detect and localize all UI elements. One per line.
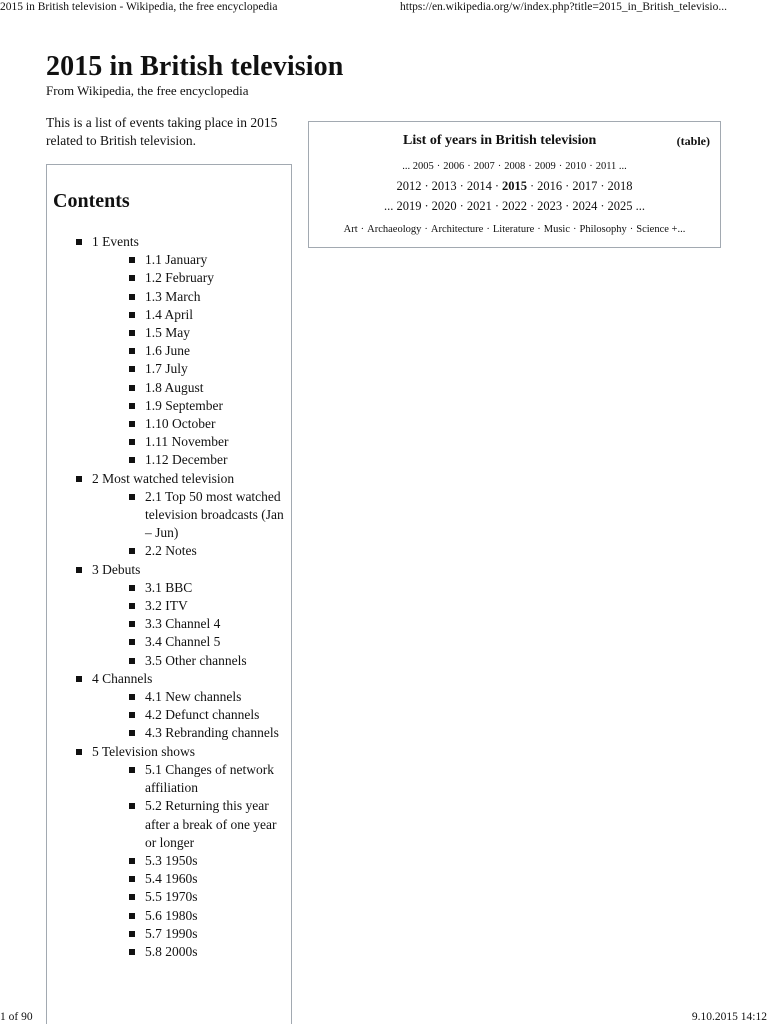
- toc-subitem: [129, 288, 291, 306]
- bullet-icon: [129, 585, 135, 591]
- bullet-icon: [129, 439, 135, 445]
- navbox-topic-link[interactable]: Art: [343, 224, 358, 235]
- navbox-topic-link[interactable]: Music: [543, 224, 570, 235]
- toc-subitem: [129, 761, 291, 797]
- toc-subitem: [129, 542, 291, 560]
- toc-link[interactable]: 2.2 Notes: [145, 543, 197, 559]
- toc-link[interactable]: 1.3 March: [145, 288, 201, 304]
- toc-subitem: [129, 652, 291, 670]
- print-header-url: https://en.wikipedia.org/w/index.php?title=2015_in_British_televisio...: [400, 1, 727, 13]
- toc-subitem: [129, 433, 291, 451]
- article-intro: This is a list of events taking place in 2015 related to British television.: [46, 115, 278, 148]
- toc-link[interactable]: 1.12 December: [145, 452, 228, 468]
- toc-item: [76, 233, 291, 470]
- separator-dot: ·: [494, 179, 499, 193]
- toc-link[interactable]: 3.5 Other channels: [145, 652, 247, 668]
- navbox-current-year: 2015: [502, 179, 527, 193]
- toc-link[interactable]: 3 Debuts: [92, 561, 141, 577]
- bullet-icon: [129, 730, 135, 736]
- toc-subitem: [129, 597, 291, 615]
- bullet-icon: [76, 749, 82, 755]
- toc-subitem: [129, 852, 291, 870]
- toc-link[interactable]: 5.3 1950s: [145, 852, 198, 868]
- separator-dot: ·: [486, 224, 490, 235]
- navbox-year-link[interactable]: 2022: [502, 199, 527, 213]
- separator-dot: ·: [424, 199, 429, 213]
- bullet-icon: [129, 767, 135, 773]
- separator-dot: ·: [537, 224, 541, 235]
- bullet-icon: [129, 275, 135, 281]
- toc-link[interactable]: 5.6 1980s: [145, 907, 198, 923]
- toc-subitem: [129, 870, 291, 888]
- separator-dot: ·: [459, 179, 464, 193]
- bullet-icon: [129, 931, 135, 937]
- toc-sublist: [129, 688, 291, 743]
- toc-sublist: [129, 251, 291, 469]
- table-of-contents: [46, 164, 292, 1024]
- bullet-icon: [129, 366, 135, 372]
- navbox-year-link[interactable]: 2012: [396, 179, 422, 193]
- toc-sublist: [129, 579, 291, 670]
- bullet-icon: [129, 803, 135, 809]
- toc-link[interactable]: 4 Channels: [92, 670, 153, 686]
- separator-dot: ·: [494, 199, 499, 213]
- toc-link[interactable]: 5.5 1970s: [145, 889, 198, 905]
- navbox-year-link[interactable]: 2024: [572, 199, 598, 213]
- toc-subitem: [129, 324, 291, 342]
- toc-subitem: [129, 797, 291, 852]
- toc-subitem: [129, 306, 291, 324]
- separator-dot: ·: [530, 179, 535, 193]
- separator-dot: ·: [424, 179, 429, 193]
- toc-sublist: [129, 761, 291, 961]
- navbox-topic-link[interactable]: Architecture: [430, 224, 484, 235]
- toc-link[interactable]: 5.4 1960s: [145, 871, 198, 887]
- navbox-topics-row: [309, 223, 720, 237]
- print-page-number: 1 of 90: [0, 1011, 33, 1023]
- toc-link[interactable]: 1.9 September: [145, 397, 223, 413]
- toc-item: [76, 470, 291, 561]
- toc-link[interactable]: 1.2 February: [145, 270, 214, 286]
- separator-dot: ·: [436, 161, 441, 172]
- navbox-year-link[interactable]: 2021: [466, 199, 492, 213]
- bullet-icon: [129, 603, 135, 609]
- navbox-years-row-1: [309, 160, 720, 174]
- toc-link[interactable]: 1.4 April: [145, 306, 194, 322]
- navbox-year-link[interactable]: 2006: [443, 161, 465, 172]
- separator-dot: ·: [600, 199, 605, 213]
- bullet-icon: [129, 330, 135, 336]
- separator-dot: ·: [565, 179, 570, 193]
- bullet-icon: [129, 621, 135, 627]
- separator-dot: ·: [558, 161, 563, 172]
- print-header: [0, 0, 768, 16]
- bullet-icon: [129, 348, 135, 354]
- toc-link[interactable]: 1.11 November: [145, 434, 229, 450]
- toc-subitem: [129, 360, 291, 378]
- bullet-icon: [129, 457, 135, 463]
- navbox-table-link[interactable]: (table): [676, 134, 710, 148]
- navbox-topic-link[interactable]: Science +...: [636, 224, 686, 235]
- toc-subitem: [129, 251, 291, 269]
- separator-dot: ·: [360, 224, 365, 235]
- navbox-year-link[interactable]: ... 2005: [402, 161, 434, 172]
- toc-subitem: [129, 706, 291, 724]
- navbox-year-link[interactable]: 2017: [572, 179, 598, 193]
- bullet-icon: [129, 949, 135, 955]
- print-footer: [0, 1010, 768, 1024]
- bullet-icon: [129, 294, 135, 300]
- bullet-icon: [129, 421, 135, 427]
- navbox-year-link[interactable]: 2013: [431, 179, 457, 193]
- bullet-icon: [76, 476, 82, 482]
- navbox-year-link[interactable]: 2014: [466, 179, 492, 193]
- bullet-icon: [76, 676, 82, 682]
- navbox-year-link[interactable]: 2023: [537, 199, 563, 213]
- toc-link[interactable]: 4.3 Rebranding channels: [145, 725, 279, 741]
- toc-item: [76, 561, 291, 670]
- navbox-year-link[interactable]: 2010: [565, 161, 587, 172]
- navbox-year-link[interactable]: 2008: [504, 161, 526, 172]
- toc-title: Contents: [53, 190, 130, 212]
- separator-dot: ·: [528, 161, 532, 172]
- separator-dot: ·: [600, 179, 605, 193]
- navbox-year-link[interactable]: 2016: [537, 179, 563, 193]
- toc-subitem: [129, 688, 291, 706]
- bullet-icon: [76, 239, 82, 245]
- navbox-year-link[interactable]: 2020: [431, 199, 457, 213]
- toc-subitem: [129, 269, 291, 287]
- toc-link[interactable]: 1.7 July: [145, 361, 188, 377]
- toc-item: [76, 670, 291, 743]
- toc-link[interactable]: 3.3 Channel 4: [145, 616, 221, 632]
- navbox-topic-link[interactable]: Archaeology: [367, 224, 422, 235]
- navbox-year-link[interactable]: 2007: [473, 161, 495, 172]
- navbox-year-link[interactable]: 2018: [607, 179, 633, 193]
- years-navbox: [308, 121, 721, 248]
- bullet-icon: [129, 548, 135, 554]
- toc-link[interactable]: 4.1 New channels: [145, 689, 242, 705]
- toc-subitem: [129, 943, 291, 961]
- bullet-icon: [129, 385, 135, 391]
- print-datetime: 9.10.2015 14:12: [691, 1011, 767, 1023]
- toc-link[interactable]: 1.8 August: [145, 379, 204, 395]
- page-title: 2015 in British television: [46, 51, 344, 82]
- toc-item: [76, 743, 291, 961]
- toc-link[interactable]: 1 Events: [92, 234, 139, 249]
- toc-subitem: [129, 488, 291, 543]
- toc-subitem: [129, 615, 291, 633]
- toc-subitem: [129, 907, 291, 925]
- toc-subitem: [129, 888, 291, 906]
- separator-dot: ·: [629, 224, 634, 235]
- separator-dot: ·: [424, 224, 428, 235]
- bullet-icon: [129, 913, 135, 919]
- toc-link[interactable]: 3.4 Channel 5: [145, 634, 221, 650]
- toc-subitem: [129, 379, 291, 397]
- toc-subitem: [129, 579, 291, 597]
- navbox-topic-link[interactable]: Literature: [492, 224, 535, 235]
- toc-subitem: [129, 724, 291, 742]
- navbox-title: List of years in British television: [403, 133, 597, 148]
- navbox-year-link[interactable]: ... 2019: [383, 199, 422, 213]
- navbox-year-link[interactable]: 2011 ...: [595, 161, 627, 172]
- toc-subitem: [129, 925, 291, 943]
- toc-subitem: [129, 342, 291, 360]
- separator-dot: ·: [565, 199, 570, 213]
- print-header-title: 2015 in British television - Wikipedia, the free encyclopedia: [0, 1, 278, 13]
- toc-link[interactable]: 5.8 2000s: [145, 943, 198, 959]
- separator-dot: ·: [573, 224, 577, 235]
- toc-subitem: [129, 397, 291, 415]
- navbox-year-link[interactable]: 2009: [534, 161, 556, 172]
- navbox-years-row-2: [309, 178, 720, 194]
- bullet-icon: [129, 639, 135, 645]
- bullet-icon: [129, 494, 135, 500]
- toc-link[interactable]: 4.2 Defunct channels: [145, 707, 260, 723]
- toc-link[interactable]: 1.10 October: [145, 416, 216, 432]
- toc-sublist: [129, 488, 291, 561]
- bullet-icon: [129, 694, 135, 700]
- toc-subitem: [129, 415, 291, 433]
- site-subtitle: From Wikipedia, the free encyclopedia: [46, 83, 249, 98]
- toc-link[interactable]: 1.6 June: [145, 343, 190, 359]
- bullet-icon: [129, 312, 135, 318]
- toc-subitem: [129, 451, 291, 469]
- toc-link[interactable]: 3.1 BBC: [145, 579, 193, 595]
- bullet-icon: [129, 712, 135, 718]
- toc-list: [76, 233, 291, 961]
- toc-subitem: [129, 633, 291, 651]
- navbox-years-row-3: [309, 198, 720, 214]
- separator-dot: ·: [459, 199, 464, 213]
- bullet-icon: [76, 567, 82, 573]
- bullet-icon: [129, 876, 135, 882]
- toc-link[interactable]: 1.5 May: [145, 325, 190, 341]
- navbox-year-link[interactable]: 2025 ...: [607, 199, 646, 213]
- bullet-icon: [129, 658, 135, 664]
- separator-dot: ·: [589, 161, 593, 172]
- bullet-icon: [129, 257, 135, 263]
- toc-link[interactable]: 5 Television shows: [92, 743, 196, 759]
- bullet-icon: [129, 403, 135, 409]
- bullet-icon: [129, 858, 135, 864]
- toc-link[interactable]: 2.1 Top 50 most watched television broadcasts (Jan – Jun): [145, 488, 284, 541]
- toc-link[interactable]: 5.1 Changes of network affiliation: [145, 761, 274, 796]
- toc-link[interactable]: 2 Most watched television: [92, 470, 235, 486]
- toc-link[interactable]: 1.1 January: [145, 252, 208, 268]
- separator-dot: ·: [530, 199, 535, 213]
- toc-link[interactable]: 3.2 ITV: [145, 598, 188, 614]
- bullet-icon: [129, 894, 135, 900]
- separator-dot: ·: [497, 161, 502, 172]
- toc-link[interactable]: 5.2 Returning this year after a break of one year or longer: [145, 798, 277, 850]
- separator-dot: ·: [467, 161, 471, 172]
- toc-link[interactable]: 5.7 1990s: [145, 925, 198, 941]
- navbox-topic-link[interactable]: Philosophy: [579, 224, 627, 235]
